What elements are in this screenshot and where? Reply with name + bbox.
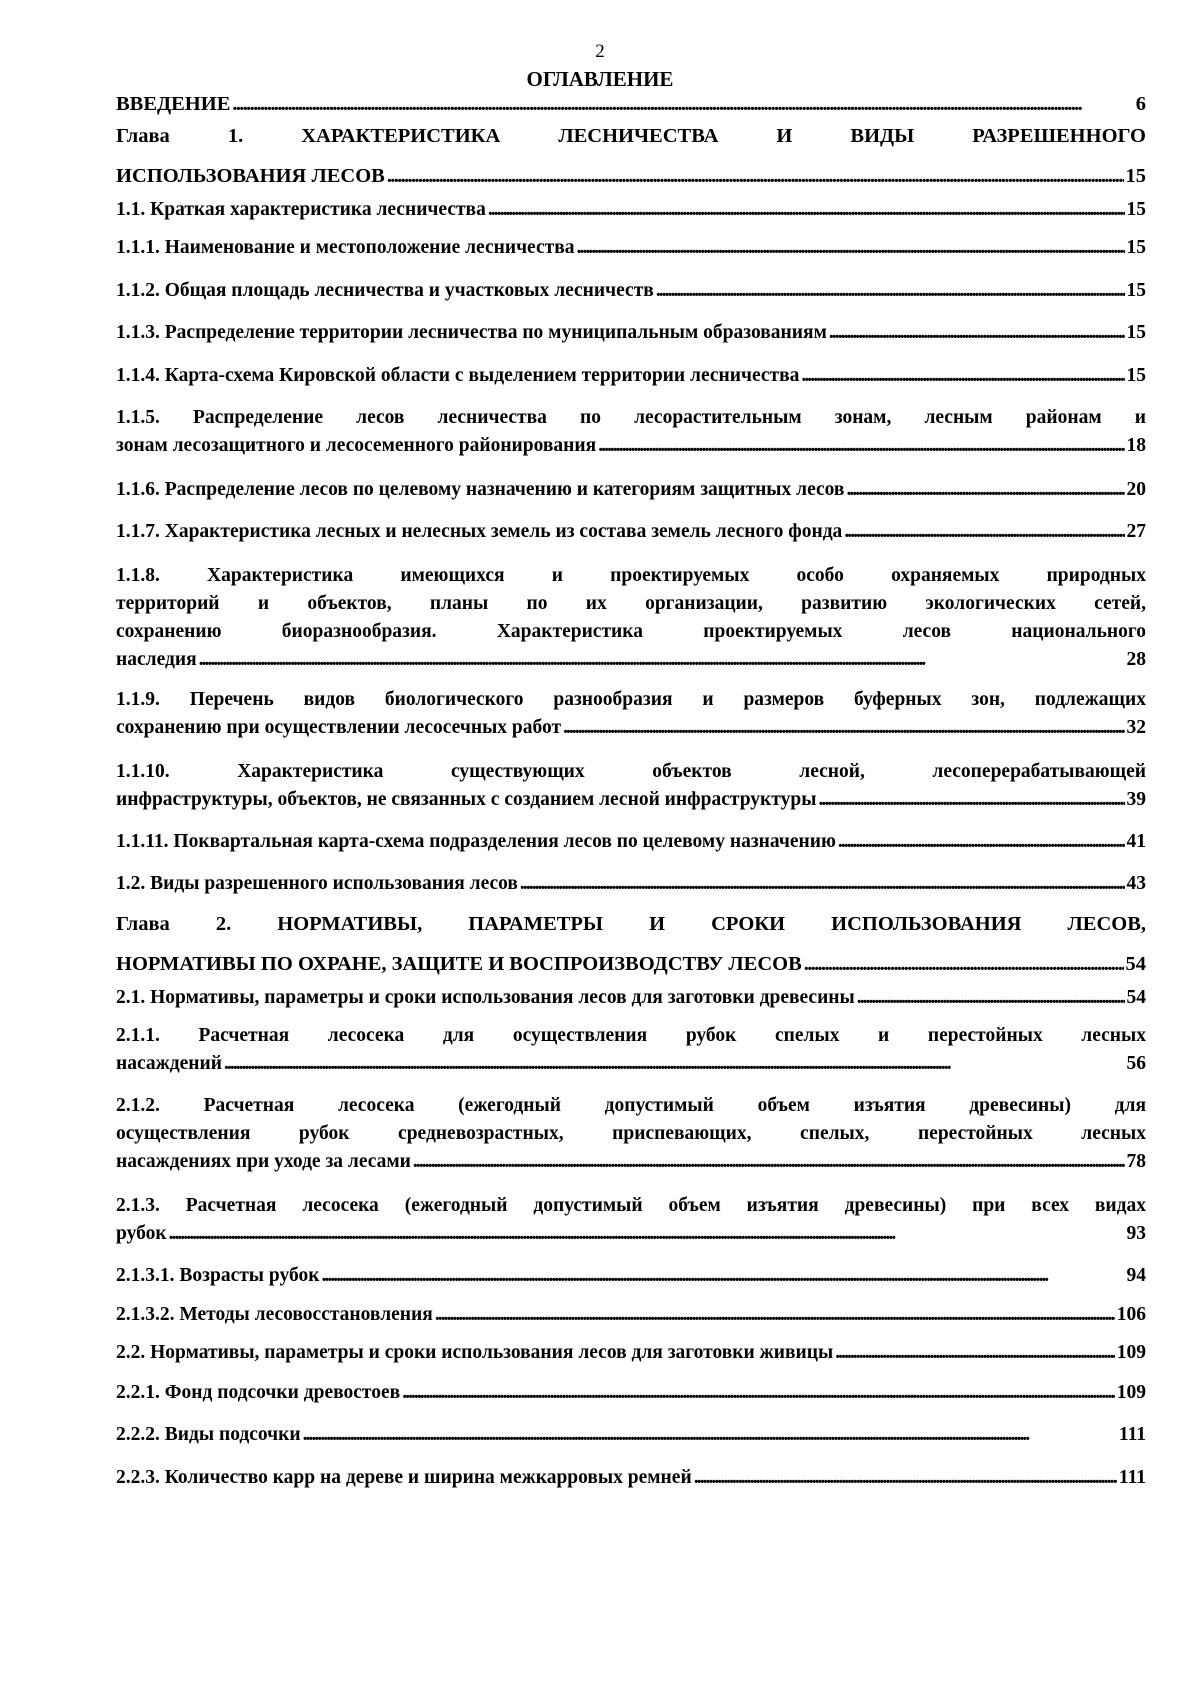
toc-entry[interactable] — [116, 1262, 1146, 1290]
toc-entry-text-line: 1.1.8. Характеристика имеющихся и проектируемых особо охраняемых природных — [116, 565, 1146, 586]
dot-leader — [818, 786, 1124, 814]
toc-entry[interactable] — [116, 518, 1146, 546]
toc-entry-title: 1.1.11. Поквартальная карта-схема подразделения лесов по целевому назначению — [116, 831, 836, 852]
toc-title: ОГЛАВЛЕНИЕ — [526, 67, 674, 91]
dot-leader — [835, 1339, 1115, 1367]
toc-entry-text-line: 2.1.2. Расчетная лесосека (ежегодный допустимый объем изъятия древесины) для — [116, 1095, 1146, 1116]
dot-leader — [169, 1220, 1125, 1248]
toc-entry[interactable] — [116, 1301, 1146, 1329]
toc-entry-line — [116, 646, 1146, 674]
toc-page-number: 109 — [1116, 1342, 1146, 1363]
toc-entry-line — [116, 156, 1146, 196]
toc-entry-text-line: Глава 2. НОРМАТИВЫ, ПАРАМЕТРЫ И СРОКИ ИСПОЛЬЗОВАНИЯ ЛЕСОВ, — [116, 913, 1146, 935]
toc-entry[interactable] — [116, 116, 1146, 196]
toc-entry-text-line: 1.1.10. Характеристика существующих объектов лесной, лесоперерабатывающей — [116, 761, 1146, 782]
dot-leader — [838, 828, 1125, 856]
toc-entry[interactable] — [116, 904, 1146, 984]
toc-entry-title: 1.1. Краткая характеристика лесничества — [116, 199, 486, 220]
dot-leader — [804, 944, 1124, 984]
toc-page-number: 78 — [1126, 1151, 1146, 1172]
toc-entry-line — [116, 196, 1146, 224]
toc-entry-title: зонам лесозащитного и лесосеменного районирования — [116, 435, 597, 456]
toc-page-number: 28 — [1126, 649, 1146, 670]
toc-entry-title: НОРМАТИВЫ ПО ОХРАНЕ, ЗАЩИТЕ И ВОСПРОИЗВОДСТВУ ЛЕСОВ — [116, 953, 802, 975]
toc-entry[interactable] — [116, 277, 1146, 305]
dot-leader — [844, 518, 1124, 546]
dot-leader — [321, 1262, 1124, 1290]
toc-entry-line — [116, 870, 1146, 898]
toc-page-number: 109 — [1116, 1382, 1146, 1403]
toc-entry-line — [116, 1148, 1146, 1176]
toc-entry[interactable] — [116, 984, 1146, 1012]
toc-entry-line — [116, 1050, 1146, 1078]
toc-entry[interactable] — [116, 1379, 1146, 1407]
toc-entry-title: рубок — [116, 1223, 167, 1244]
toc-entry-title: 1.1.1. Наименование и местоположение лесничества — [116, 237, 575, 258]
toc-entry[interactable] — [116, 1464, 1146, 1492]
toc-entry[interactable] — [116, 1339, 1146, 1367]
toc-page-number: 27 — [1126, 521, 1146, 542]
toc-page-number: 93 — [1126, 1223, 1146, 1244]
toc-entry[interactable] — [116, 404, 1146, 460]
toc-entry-title: 1.1.3. Распределение территории лесничества по муниципальным образованиям — [116, 322, 827, 343]
toc-entry[interactable] — [116, 870, 1146, 898]
toc-page-number: 39 — [1126, 789, 1146, 810]
toc-entry-line — [116, 828, 1146, 856]
toc-entry-line — [116, 234, 1146, 262]
toc-entry-title: наследия — [116, 649, 197, 670]
dot-leader — [801, 362, 1124, 390]
toc-entry[interactable] — [116, 828, 1146, 856]
toc-entry[interactable] — [116, 686, 1146, 742]
toc-entry-line — [116, 476, 1146, 504]
toc-entry[interactable] — [116, 562, 1146, 674]
toc-page-number: 56 — [1126, 1053, 1146, 1074]
toc-entry-title: 2.1. Нормативы, параметры и сроки использования лесов для заготовки древесины — [116, 987, 855, 1008]
toc-page-number: 94 — [1126, 1265, 1146, 1286]
toc-entry-line — [116, 362, 1146, 390]
toc-entry-title: 2.1.3.2. Методы лесовосстановления — [116, 1304, 433, 1325]
toc-entry-text-line: 2.1.1. Расчетная лесосека для осуществления рубок спелых и перестойных лесных — [116, 1025, 1146, 1046]
toc-entry-title: ВВЕДЕНИЕ — [116, 93, 231, 115]
dot-leader — [857, 984, 1125, 1012]
toc-entry-line — [116, 1301, 1146, 1329]
page-number: 2 — [595, 41, 605, 62]
toc-page-number: 54 — [1126, 987, 1146, 1008]
toc-entry[interactable] — [116, 1192, 1146, 1248]
toc-entry-title: 1.1.4. Карта-схема Кировской области с выделением территории лесничества — [116, 365, 800, 386]
dot-leader — [224, 1050, 1125, 1078]
dot-leader — [435, 1301, 1115, 1329]
dot-leader — [413, 1148, 1125, 1176]
toc-page-number: 15 — [1126, 280, 1146, 301]
toc-entry[interactable] — [116, 1022, 1146, 1078]
toc-entry-text-line: 1.1.9. Перечень видов биологического разнообразия и размеров буферных зон, подлежащих — [116, 689, 1146, 710]
toc-entry[interactable] — [116, 234, 1146, 262]
toc-page-number: 111 — [1118, 1467, 1146, 1488]
dot-leader — [520, 870, 1125, 898]
toc-entry-title: сохранению при осуществлении лесосечных работ — [116, 717, 562, 738]
toc-entry-line — [116, 1262, 1146, 1290]
toc-entry-text-line: территорий и объектов, планы по их организации, развитию экологических сетей, — [116, 593, 1146, 614]
toc-entry[interactable] — [116, 1092, 1146, 1176]
toc-entry-line — [116, 277, 1146, 305]
toc-entry-title: 1.2. Виды разрешенного использования лесов — [116, 873, 518, 894]
toc-entry-title: ИСПОЛЬЗОВАНИЯ ЛЕСОВ — [116, 165, 385, 187]
toc-page-number: 15 — [1126, 365, 1146, 386]
dot-leader — [563, 714, 1124, 742]
toc-entry-line — [116, 714, 1146, 742]
toc-entry-text-line: осуществления рубок средневозрастных, приспевающих, спелых, перестойных лесных — [116, 1123, 1146, 1144]
dot-leader — [488, 196, 1125, 224]
toc-entry-text-line: 2.1.3. Расчетная лесосека (ежегодный допустимый объем изъятия древесины) при всех видах — [116, 1195, 1146, 1216]
toc-entry-title: инфраструктуры, объектов, не связанных с созданием лесной инфраструктуры — [116, 789, 817, 810]
toc-page-number: 32 — [1126, 717, 1146, 738]
toc-entry-title: 2.2.2. Виды подсочки — [116, 1424, 301, 1445]
toc-entry[interactable] — [116, 362, 1146, 390]
toc-page-number: 41 — [1126, 831, 1146, 852]
toc-entry-line — [116, 944, 1146, 984]
dot-leader — [829, 319, 1125, 347]
toc-page-number: 54 — [1125, 953, 1146, 975]
toc-entry-title: 1.1.7. Характеристика лесных и нелесных земель из состава земель лесного фонда — [116, 521, 843, 542]
toc-entry-title: 1.1.6. Распределение лесов по целевому назначению и категориям защитных лесов — [116, 479, 845, 500]
toc-entry-line — [116, 786, 1146, 814]
toc-page-number: 15 — [1126, 322, 1146, 343]
dot-leader — [199, 646, 1125, 674]
toc-entry-line — [116, 518, 1146, 546]
dot-leader — [694, 1464, 1117, 1492]
toc-page-number: 18 — [1126, 435, 1146, 456]
toc-entry-line — [116, 319, 1146, 347]
toc-page-number: 43 — [1126, 873, 1146, 894]
toc-entry[interactable] — [116, 758, 1146, 814]
dot-leader — [576, 234, 1124, 262]
toc-page-number: 20 — [1126, 479, 1146, 500]
toc-entry-text-line: 1.1.5. Распределение лесов лесничества по лесорастительным зонам, лесным районам и — [116, 407, 1146, 428]
toc-page-number: 106 — [1116, 1304, 1146, 1325]
toc-entry-title: 1.1.2. Общая площадь лесничества и участковых лесничеств — [116, 280, 654, 301]
toc-page-number: 15 — [1125, 165, 1146, 187]
toc-entry-title: 2.1.3.1. Возрасты рубок — [116, 1265, 320, 1286]
dot-leader — [387, 156, 1124, 196]
toc-entry-title: 2.2.3. Количество карр на дереве и ширина межкарровых ремней — [116, 1467, 692, 1488]
toc-entry-line — [116, 1379, 1146, 1407]
dot-leader — [656, 277, 1125, 305]
toc-page-number: 111 — [1118, 1424, 1146, 1445]
toc-entry[interactable] — [116, 319, 1146, 347]
toc-page-number: 6 — [1135, 93, 1146, 115]
dot-leader — [846, 476, 1124, 504]
toc-entry-line — [116, 1464, 1146, 1492]
toc-entry[interactable] — [116, 196, 1146, 224]
toc-entry[interactable] — [116, 476, 1146, 504]
toc-entry-title: 2.2.1. Фонд подсочки древостоев — [116, 1382, 401, 1403]
toc-entry-line — [116, 1421, 1146, 1449]
toc-entry-line — [116, 984, 1146, 1012]
toc-entry-line — [116, 432, 1146, 460]
toc-entry-text-line: сохранению биоразнообразия. Характеристика проектируемых лесов национального — [116, 621, 1146, 642]
toc-entry-text-line: Глава 1. ХАРАКТЕРИСТИКА ЛЕСНИЧЕСТВА И ВИДЫ РАЗРЕШЕННОГО — [116, 125, 1146, 147]
dot-leader — [598, 432, 1124, 460]
dot-leader — [303, 1421, 1117, 1449]
toc-page-number: 15 — [1126, 199, 1146, 220]
toc-page-number: 15 — [1126, 237, 1146, 258]
toc-entry-title: 2.2. Нормативы, параметры и сроки использования лесов для заготовки живицы — [116, 1342, 834, 1363]
toc-entry-line — [116, 1220, 1146, 1248]
toc-entry[interactable] — [116, 1421, 1146, 1449]
toc-entry-line — [116, 1339, 1146, 1367]
dot-leader — [402, 1379, 1115, 1407]
toc-entry-title: насаждениях при уходе за лесами — [116, 1151, 411, 1172]
toc-entry-title: насаждений — [116, 1053, 222, 1074]
